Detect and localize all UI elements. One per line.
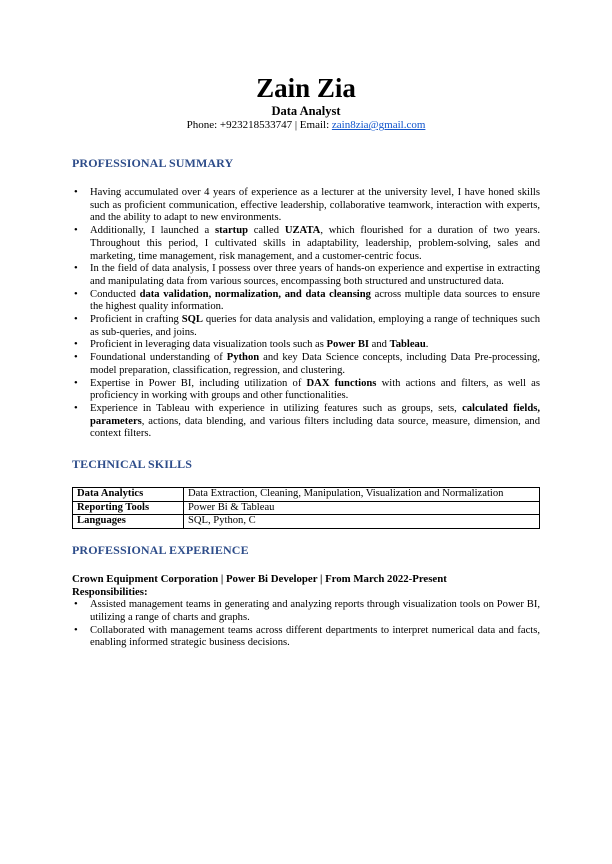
summary-item-text: , actions, data blending, and various filters including data source, measure, dimension, and context filters.	[90, 415, 540, 440]
contact-phone: Phone: +923218533747 | Email:	[186, 119, 332, 131]
summary-item-text: Proficient in leveraging data visualization tools such as	[90, 339, 327, 351]
summary-item-text: , which flourished for a duration of two years. Throughout this period, I cultivated skills in adaptability, leadership, problem-solving, sales and marketing, time management, risk management, and a customer-centric focus.	[90, 225, 540, 262]
summary-item-bold: Tableau	[389, 339, 426, 351]
summary-item-text: Additionally, I launched a	[90, 225, 216, 237]
summary-item-text: and	[369, 339, 390, 351]
summary-item	[72, 263, 540, 288]
responsibilities-label: Responsibilities:	[72, 586, 148, 599]
summary-item-text: Experience in Tableau with experience in utilizing features such as groups, sets,	[90, 402, 463, 414]
summary-item-text: In the field of data analysis, I possess over three years of hands-on experience and expertise in extracting and manipulating data from various sources, encompassing both structured and unstructured data.	[90, 263, 540, 287]
summary-item-text: across multiple data sources to ensure the highest quality information.	[90, 288, 541, 313]
summary-item	[72, 339, 540, 352]
summary-item-text: .	[425, 339, 429, 351]
skill-key: Data Analytics	[73, 488, 184, 502]
skills-table	[72, 487, 540, 529]
candidate-name: Zain Zia	[256, 73, 356, 103]
email-link[interactable]: zain8zia@gmail.com	[331, 119, 426, 131]
summary-item	[72, 225, 540, 263]
summary-item-text: Having accumulated over 4 years of experience as a lecturer at the university level, I have honed skills such as proficient communication, effective leadership, collaborative teamwork, interaction with experts, and the ability to adapt to new environments.	[90, 187, 540, 224]
summary-item-bold: calculated fields, parameters	[90, 402, 540, 427]
summary-item	[72, 352, 540, 377]
summary-item-text: Proficient in crafting	[90, 314, 182, 326]
summary-heading: PROFESSIONAL SUMMARY	[72, 156, 234, 170]
job-header: Crown Equipment Corporation | Power Bi Developer | From March 2022-Present	[72, 573, 447, 586]
summary-item-bold: DAX functions	[306, 377, 377, 389]
skill-value: Data Extraction, Cleaning, Manipulation, Visualization and Normalization	[184, 488, 540, 502]
skills-heading: TECHNICAL SKILLS	[72, 457, 192, 472]
list-item: • Assisted management teams in generating and analyzing reports through visualization tools on Power BI, utilizing a range of charts and graphs.	[72, 599, 540, 624]
summary-item-text: Expertise in Power BI, including utilization of	[90, 377, 307, 389]
contact-line	[72, 118, 540, 132]
skills-row	[73, 515, 540, 529]
summary-item-text: called	[248, 225, 285, 237]
experience-heading: PROFESSIONAL EXPERIENCE	[72, 543, 249, 558]
skill-value: Power Bi & Tableau	[184, 501, 540, 515]
summary-item-bold: data validation, normalization, and data cleansing	[139, 288, 371, 300]
summary-item-text: with actions and filters, as well as proficiency in working with groups and other functionalities.	[90, 377, 540, 402]
summary-item-bold: startup	[215, 225, 248, 237]
skill-value: SQL, Python, C	[184, 515, 540, 529]
skills-row	[73, 501, 540, 515]
summary-item-text: Conducted	[90, 288, 140, 300]
summary-item	[72, 378, 540, 403]
responsibilities-list	[72, 599, 540, 650]
summary-item	[72, 314, 540, 339]
skill-key: Reporting Tools	[73, 501, 184, 515]
skills-row	[73, 488, 540, 502]
summary-item-bold: UZATA	[284, 225, 321, 237]
summary-item-bold: Power BI	[326, 339, 370, 351]
summary-item-text: and key Data Science concepts, including Data Pre-processing, model preparation, classification, regression, and clustering.	[90, 352, 540, 376]
summary-item	[72, 187, 540, 225]
list-item: • Collaborated with management teams across different departments to interpret numerical data and facts, enabling informed strategic business decisions.	[72, 625, 540, 650]
summary-item-bold: Python	[226, 352, 260, 364]
summary-item	[72, 289, 540, 314]
skill-key: Languages	[73, 515, 184, 529]
summary-list	[72, 187, 540, 441]
candidate-title: Data Analyst	[271, 104, 341, 118]
resume-page	[0, 72, 612, 864]
summary-item-bold: SQL	[181, 314, 203, 326]
summary-item-text: queries for data analysis and validation, employing a range of techniques such as sub-queries, and joins.	[90, 314, 540, 338]
summary-item-text: Foundational understanding of	[90, 352, 227, 364]
summary-item	[72, 403, 540, 441]
